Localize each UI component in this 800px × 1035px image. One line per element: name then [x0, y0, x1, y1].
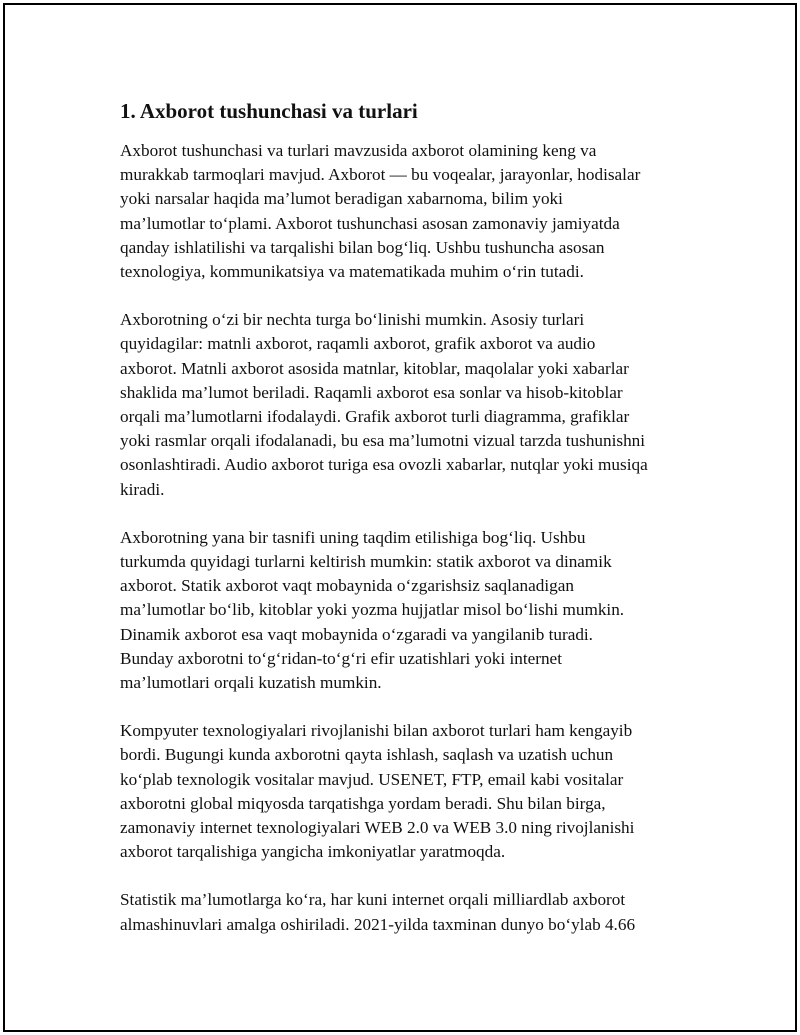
- paragraph-definition: Axborot tushunchasi va turlari mavzusida axborot olamining keng va murakkab tarmoqlari mavjud. Axborot — bu voqealar, jarayonlar, hodisalar yoki narsalar haqida ma’lumot beradigan xabarnoma, bilim yoki ma’lumotlar to‘plami. Axborot tushunchasi asosan zamonaviy jamiyatda qanday ishlatilishi va tarqalishi bilan bog‘liq. Ushbu tushuncha asosan texnologiya, kommunikatsiya va matematikada muhim o‘rin tutadi.: [120, 141, 641, 282]
- section-heading: 1. Axborot tushunchasi va turlari: [120, 99, 418, 123]
- document-content: [120, 97, 700, 961]
- paragraph-types: Axborotning o‘zi bir nechta turga bo‘linishi mumkin. Asosiy turlari quyidagilar: matnli axborot, raqamli axborot, grafik axborot va audio axborot. Matnli axborot asosida matnlar, kitoblar, maqolalar yoki xabarlar shaklida ma’lumot beriladi. Raqamli axborot esa sonlar va hisob-kitoblar orqali ma’lumotlarni ifodalaydi. Grafik axborot turli diagramma, grafiklar yoki rasmlar orqali ifodalanadi, bu esa ma’lumotni vizual tarzda tushunishni osonlashtiradi. Audio axborot turiga esa ovozli xabarlar, nutqlar yoki musiqa kiradi.: [120, 310, 648, 499]
- document-page: [3, 3, 797, 1032]
- paragraph-technology: Kompyuter texnologiyalari rivojlanishi bilan axborot turlari ham kengayib bordi. Bugungi kunda axborotni qayta ishlash, saqlash va uzatish uchun ko‘plab texnologik vositalar mavjud. USENET, FTP, email kabi vositalar axborotni global miqyosda tarqatishga yordam beradi. Shu bilan birga, zamonaviy internet texnologiyalari WEB 2.0 va WEB 3.0 ning rivojlanishi axborot tarqalishiga yangicha imkoniyatlar yaratmoqda.: [120, 721, 635, 862]
- paragraph-statistics: Statistik ma’lumotlarga ko‘ra, har kuni internet orqali milliardlab axborot almashinuvlari amalga oshiriladi. 2021-yilda taxminan dunyo bo‘ylab 4.66: [120, 890, 636, 934]
- paragraph-classification: Axborotning yana bir tasnifi uning taqdim etilishiga bog‘liq. Ushbu turkumda quyidagi turlarni keltirish mumkin: statik axborot va dinamik axborot. Statik axborot vaqt mobaynida o‘zgarishsiz saqlanadigan ma’lumotlar bo‘lib, kitoblar yoki yozma hujjatlar misol bo‘lishi mumkin. Dinamik axborot esa vaqt mobaynida o‘zgaradi va yangilanib turadi. Bunday axborotni to‘g‘ridan-to‘g‘ri efir uzatishlari yoki internet ma’lumotlari orqali kuzatish mumkin.: [120, 527, 625, 693]
